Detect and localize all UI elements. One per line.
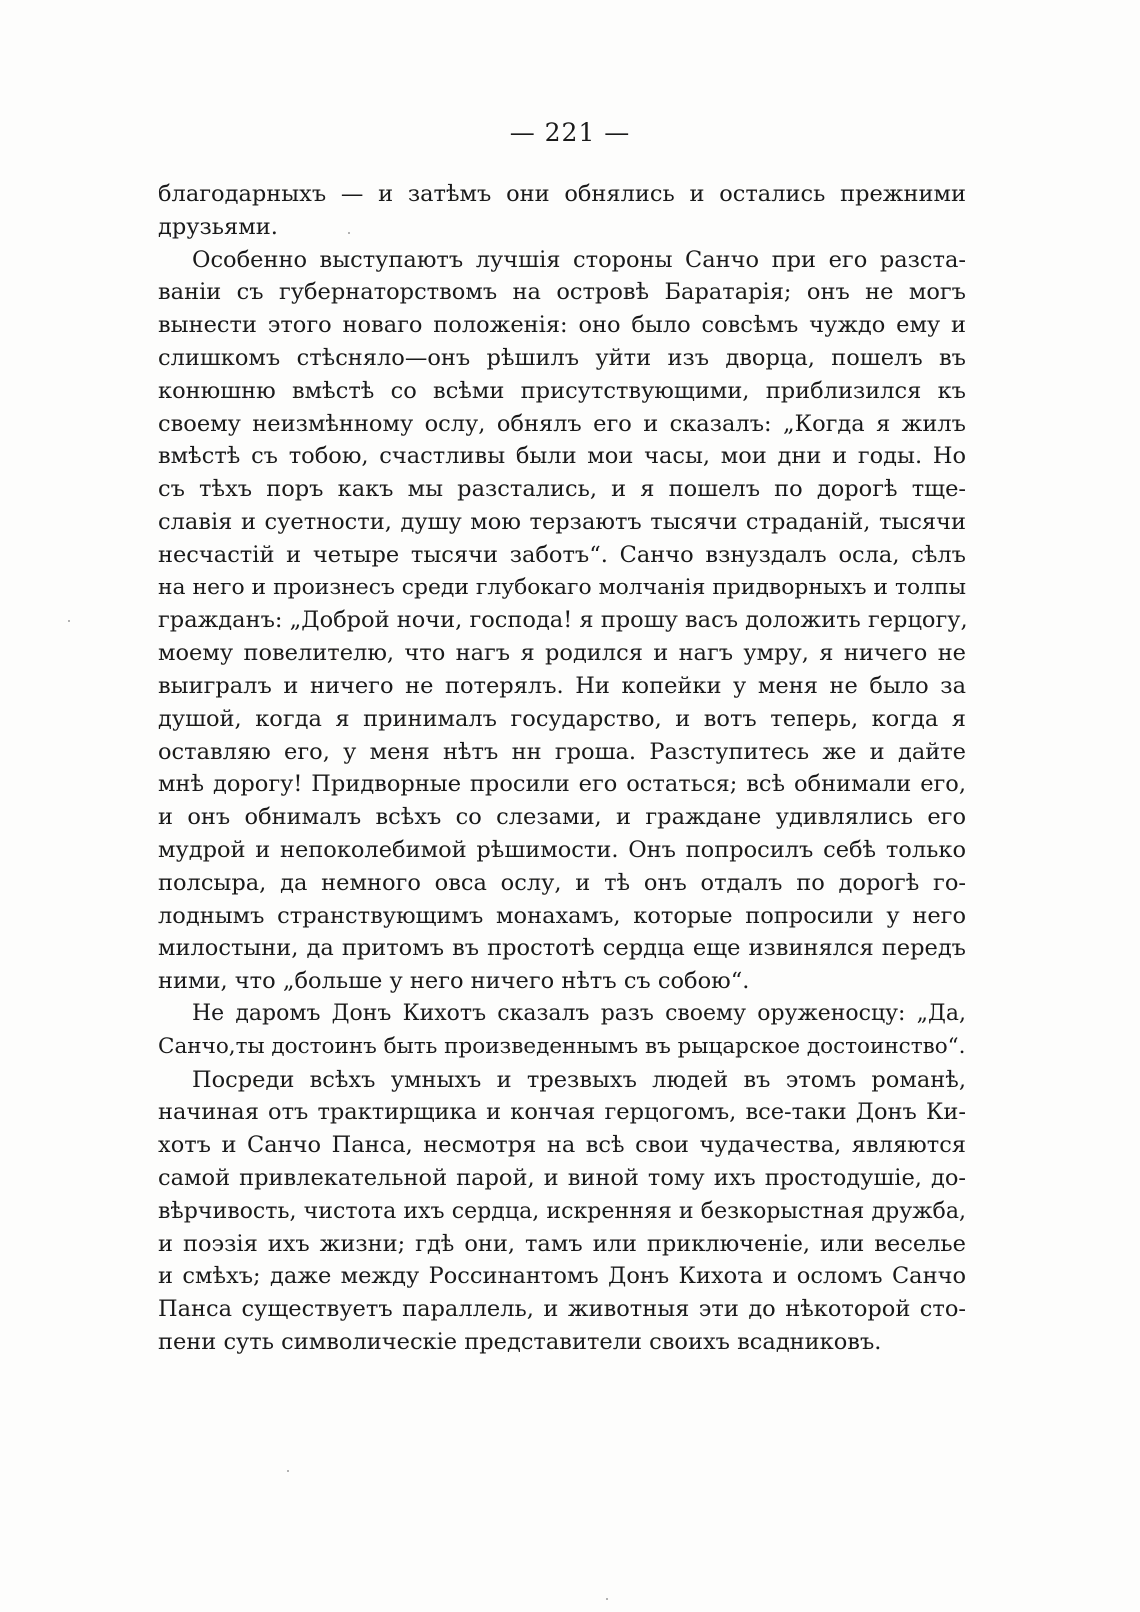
text-line: ваніи съ губернаторствомъ на островѣ Баратарія; онъ не могъ xyxy=(158,279,966,306)
text-line: Санчо,ты достоинъ быть произведеннымъ въ рыцарское достоинство“. xyxy=(158,1033,966,1059)
text-line: слишкомъ стѣсняло—онъ рѣшилъ уйти изъ дворца, пошелъ въ xyxy=(158,344,966,371)
text-line: своему неизмѣнному ослу, обнялъ его и сказалъ: „Когда я жилъ xyxy=(158,410,966,437)
paragraph xyxy=(158,244,966,998)
text-line: друзьями. xyxy=(158,213,278,240)
text-line: и смѣхъ; даже между Россинантомъ Донъ Кихота и осломъ Санчо xyxy=(158,1263,966,1290)
text-line: Особенно выступаютъ лучшія стороны Санчо при его разста- xyxy=(192,246,966,273)
text-line: выигралъ и ничего не потерялъ. Ни копейки у меня не было за xyxy=(158,672,966,699)
page-number: — 221 — xyxy=(509,118,631,147)
paragraph xyxy=(158,1064,966,1359)
text-line: Не даромъ Донъ Кихотъ сказалъ разъ своему оруженосцу: „Да, xyxy=(192,1000,966,1026)
scan-speck xyxy=(348,232,350,234)
paragraph xyxy=(158,998,966,1064)
text-line: на него и произнесъ среди глубокаго молчанія придворныхъ и толпы xyxy=(158,574,966,600)
text-line: Посреди всѣхъ умныхъ и трезвыхъ людей въ этомъ романѣ, xyxy=(192,1066,966,1093)
text-line: начиная отъ трактирщика и кончая герцогомъ, все-таки Донъ Ки- xyxy=(158,1099,966,1126)
text-line: вмѣстѣ съ тобою, счастливы были мои часы, мои дни и годы. Но xyxy=(158,443,966,470)
text-line: гражданъ: „Доброй ночи, господа! я прошу васъ доложить герцогу, xyxy=(158,607,968,634)
text-line: и онъ обнималъ всѣхъ со слезами, и граждане удивлялись его xyxy=(158,804,966,831)
text-line: несчастій и четыре тысячи заботъ“. Санчо взнуздалъ осла, сѣлъ xyxy=(158,541,966,568)
text-line: милостыни, да притомъ въ простотѣ сердца еще извинялся передъ xyxy=(158,935,966,962)
text-line: лоднымъ странствующимъ монахамъ, которые попросили у него xyxy=(158,902,966,929)
scan-speck xyxy=(287,1470,289,1472)
text-line: мудрой и непоколебимой рѣшимости. Онъ попросилъ себѣ только xyxy=(158,836,966,863)
text-line: вынести этого новаго положенія: оно было совсѣмъ чуждо ему и xyxy=(158,312,966,339)
text-line: полсыра, да немного овса ослу, и тѣ онъ отдалъ по дорогѣ го- xyxy=(158,869,966,896)
text-line: пени суть символическіе представители своихъ всадниковъ. xyxy=(158,1328,882,1355)
text-line: моему повелителю, что нагъ я родился и нагъ умру, я ничего не xyxy=(158,640,966,667)
text-line: съ тѣхъ поръ какъ мы разстались, и я пошелъ по дорогѣ тще- xyxy=(158,476,966,503)
text-line: благодарныхъ — и затѣмъ они обнялись и остались прежними xyxy=(158,181,966,207)
text-line: хотъ и Санчо Панса, несмотря на всѣ свои чудачества, являются xyxy=(158,1132,966,1159)
text-line: мнѣ дорогу! Придворные просили его остаться; всѣ обнимали его, xyxy=(158,771,966,798)
text-line: славія и суетности, душу мою терзаютъ тысячи страданій, тысячи xyxy=(158,508,966,535)
text-line: Панса существуетъ параллель, и животныя эти до нѣкоторой сто- xyxy=(158,1296,966,1323)
text-line: конюшню вмѣстѣ со всѣми присутствующими, приблизился къ xyxy=(158,377,966,404)
text-line: самой привлекательной парой, и виной тому ихъ простодушіе, до- xyxy=(158,1164,966,1191)
text-line: вѣрчивость, чистота ихъ сердца, искренняя и безкорыстная дружба, xyxy=(158,1197,966,1224)
text-line: ними, что „больше у него ничего нѣтъ съ собою“. xyxy=(158,968,750,995)
scan-speck xyxy=(68,620,70,622)
scan-speck xyxy=(606,1598,608,1600)
text-line: и поэзія ихъ жизни; гдѣ они, тамъ или приключеніе, или веселье xyxy=(158,1230,966,1257)
text-line: душой, когда я принималъ государство, и вотъ теперь, когда я xyxy=(158,705,966,732)
text-line: оставляю его, у меня нѣтъ нн гроша. Разступитесь же и дайте xyxy=(158,738,966,765)
body-text xyxy=(158,178,966,1359)
paragraph xyxy=(158,178,966,244)
